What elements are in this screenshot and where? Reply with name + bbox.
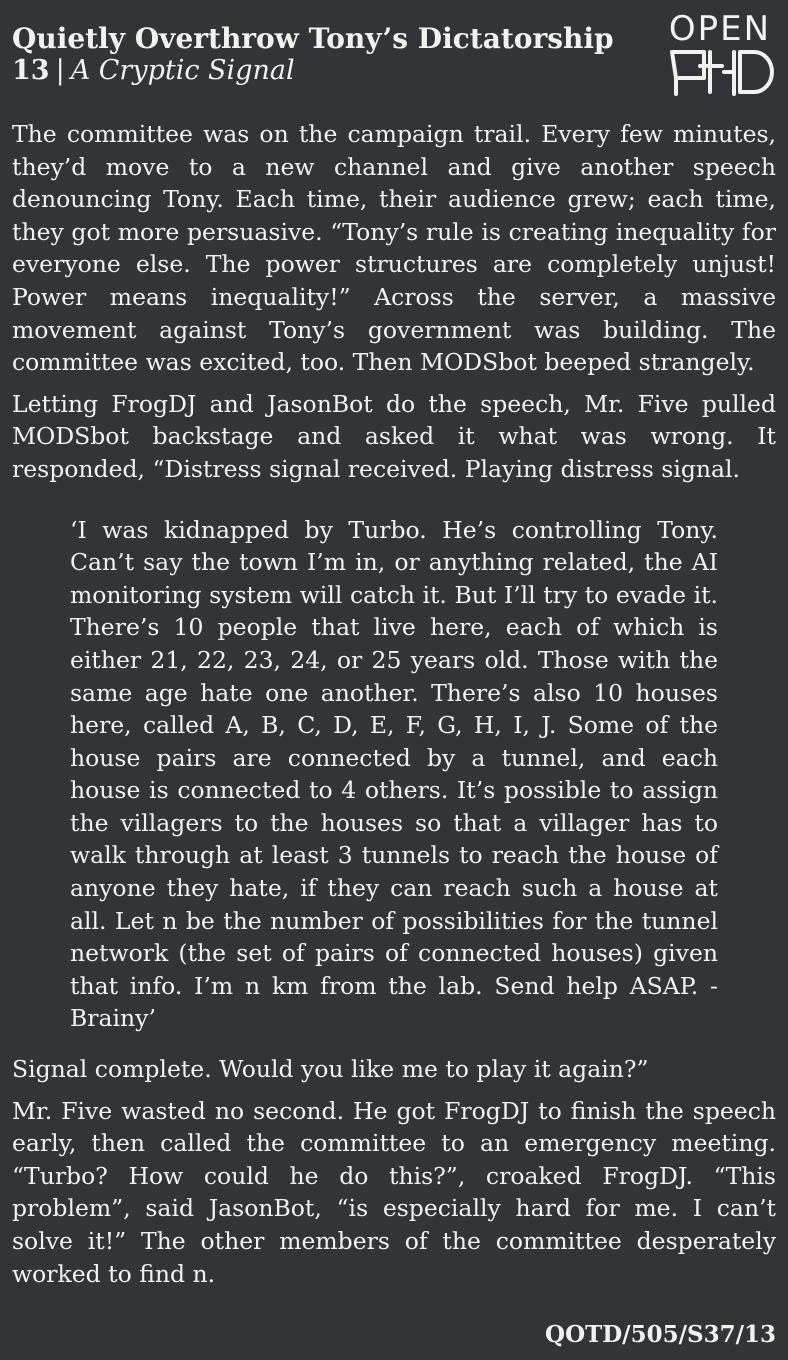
separator: |: [55, 55, 65, 86]
subtitle: [12, 56, 652, 86]
page-title: Quietly Overthrow Tony’s Dictatorship: [12, 22, 614, 55]
chapter-title: A Cryptic Signal: [70, 55, 295, 86]
paragraph-2: Letting FrogDJ and JasonBot do the speech, Mr. Five pulled MODSbot backstage and asked it what was wrong. It responded, “Distress signal received. Playing distress signal.: [12, 389, 776, 483]
quote-text: ‘I was kidnapped by Turbo. He’s controlling Tony. Can’t say the town I’m in, or anything related, the AI monitoring system will catch it. But I’ll try to evade it. There’s 10 people that live here, each of which is either 21, 22, 23, 24, or 25 years old. Those with the same age hate one another. There’s also 10 houses here, called A, B, C, D, E, F, G, H, I, J. Some of the house pairs are connected by a tunnel, and each house is connected to 4 others. It’s possible to assign the villagers to the houses so that a villager has to walk through at least 3 tunnels to reach the house of anyone they hate, if they can reach such a house at all. Let n be the number of possibilities for the tunnel network (the set of pairs of connected houses) given that info. I’m n km from the lab. Send help ASAP. -Brainy’: [70, 515, 718, 1033]
page: [12, 0, 776, 1360]
story-body: [12, 118, 776, 1299]
footer-code: QOTD/505/S37/13: [545, 1321, 776, 1348]
paragraph-4: Mr. Five wasted no second. He got FrogDJ to finish the speech early, then called the committee to an emergency meeting. “Turbo? How could he do this?”, croaked FrogDJ. “This problem”, said JasonBot, “is especially hard for me. I can’t solve it!” The other members of the committee desperately worked to find n.: [12, 1096, 776, 1288]
paragraph-3: Signal complete. Would you like me to play it again?”: [12, 1055, 649, 1084]
open-qotd-logo: [664, 8, 776, 98]
paragraph-1: The committee was on the campaign trail. Every few minutes, they’d move to a new channel and give another speech denouncing Tony. Each time, their audience grew; each time, they got more persuasive. “Tony’s rule is creating inequality for everyone else. The power structures are completely unjust! Power means inequality!” Across the server, a massive movement against Tony’s government was building. The committee was excited, too. Then MODSbot beeped strangely.: [12, 120, 776, 377]
episode-number: 13: [12, 55, 50, 86]
distress-signal-quote: [70, 514, 718, 1036]
open-qotd-logo-icon: [664, 8, 776, 98]
logo-top-text: OPEN: [668, 9, 772, 49]
logo-bottom-glyph: [672, 52, 772, 94]
header: [12, 22, 652, 86]
